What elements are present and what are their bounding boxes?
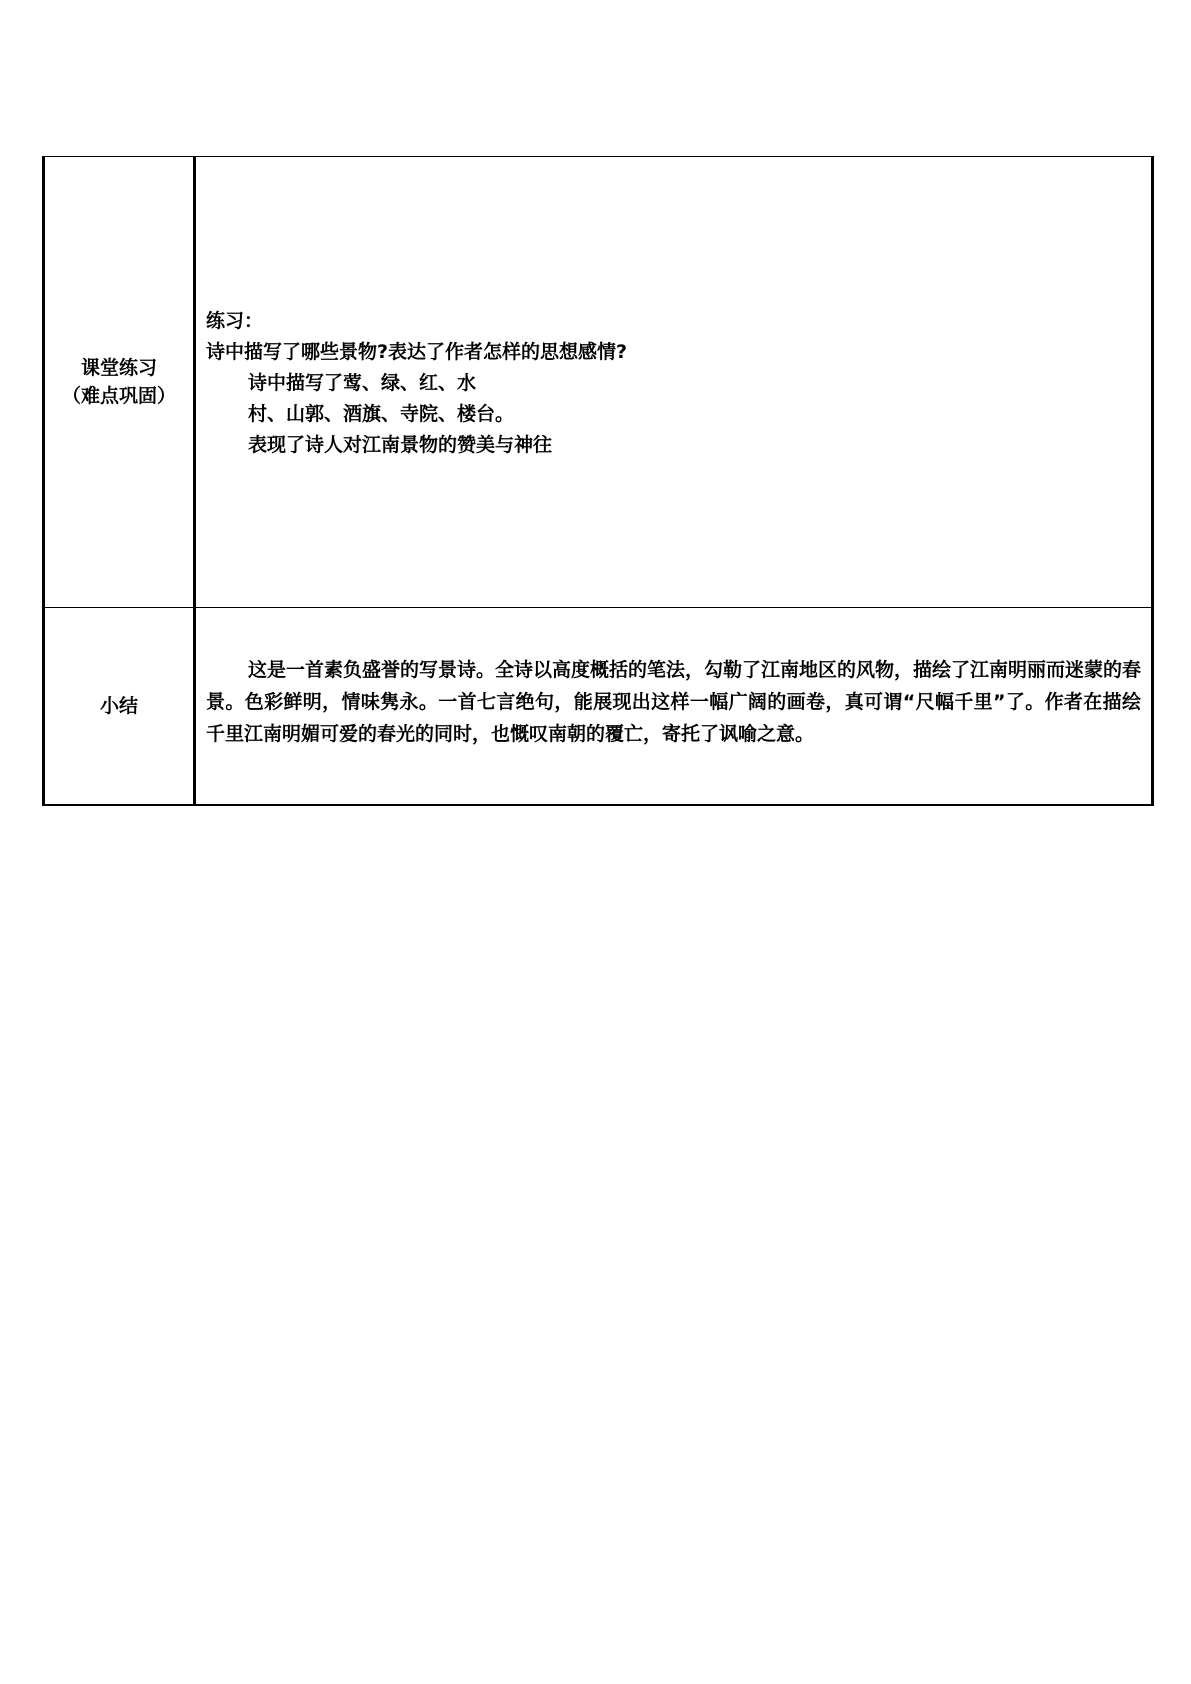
practice-content-cell [195,157,1153,608]
practice-label-line1: 课堂练习 [80,357,157,379]
summary-label: 小结 [99,695,138,717]
practice-label-cell [44,157,195,608]
table-row-practice [44,157,1153,608]
practice-answer-line: 村、山郭、酒旗、寺院、楼台。 [248,402,515,425]
summary-text: 这是一首素负盛誉的写景诗。全诗以高度概括的笔法，勾勒了江南地区的风物，描绘了江南明丽而迷蒙的春景。色彩鲜明，情味隽永。一首七言绝句，能展现出这样一幅广阔的画卷，真可谓“尺幅千里”了。作者在描绘千里江南明媚可爱的春光的同时，也慨叹南朝的覆亡，寄托了讽喻之意。 [206,659,1142,745]
summary-label-cell [44,608,195,806]
practice-block [206,306,1141,461]
practice-label-line2: （难点巩固） [61,385,176,407]
practice-heading: 练习： [206,309,264,332]
summary-content-cell [195,608,1153,806]
practice-answer-line: 诗中描写了莺、绿、红、水 [248,371,477,394]
practice-question: 诗中描写了哪些景物?表达了作者怎样的思想感情? [206,340,628,363]
table-row-summary [44,608,1153,806]
lesson-plan-table [42,156,1154,806]
practice-answer-line: 表现了诗人对江南景物的赞美与神往 [248,433,553,456]
